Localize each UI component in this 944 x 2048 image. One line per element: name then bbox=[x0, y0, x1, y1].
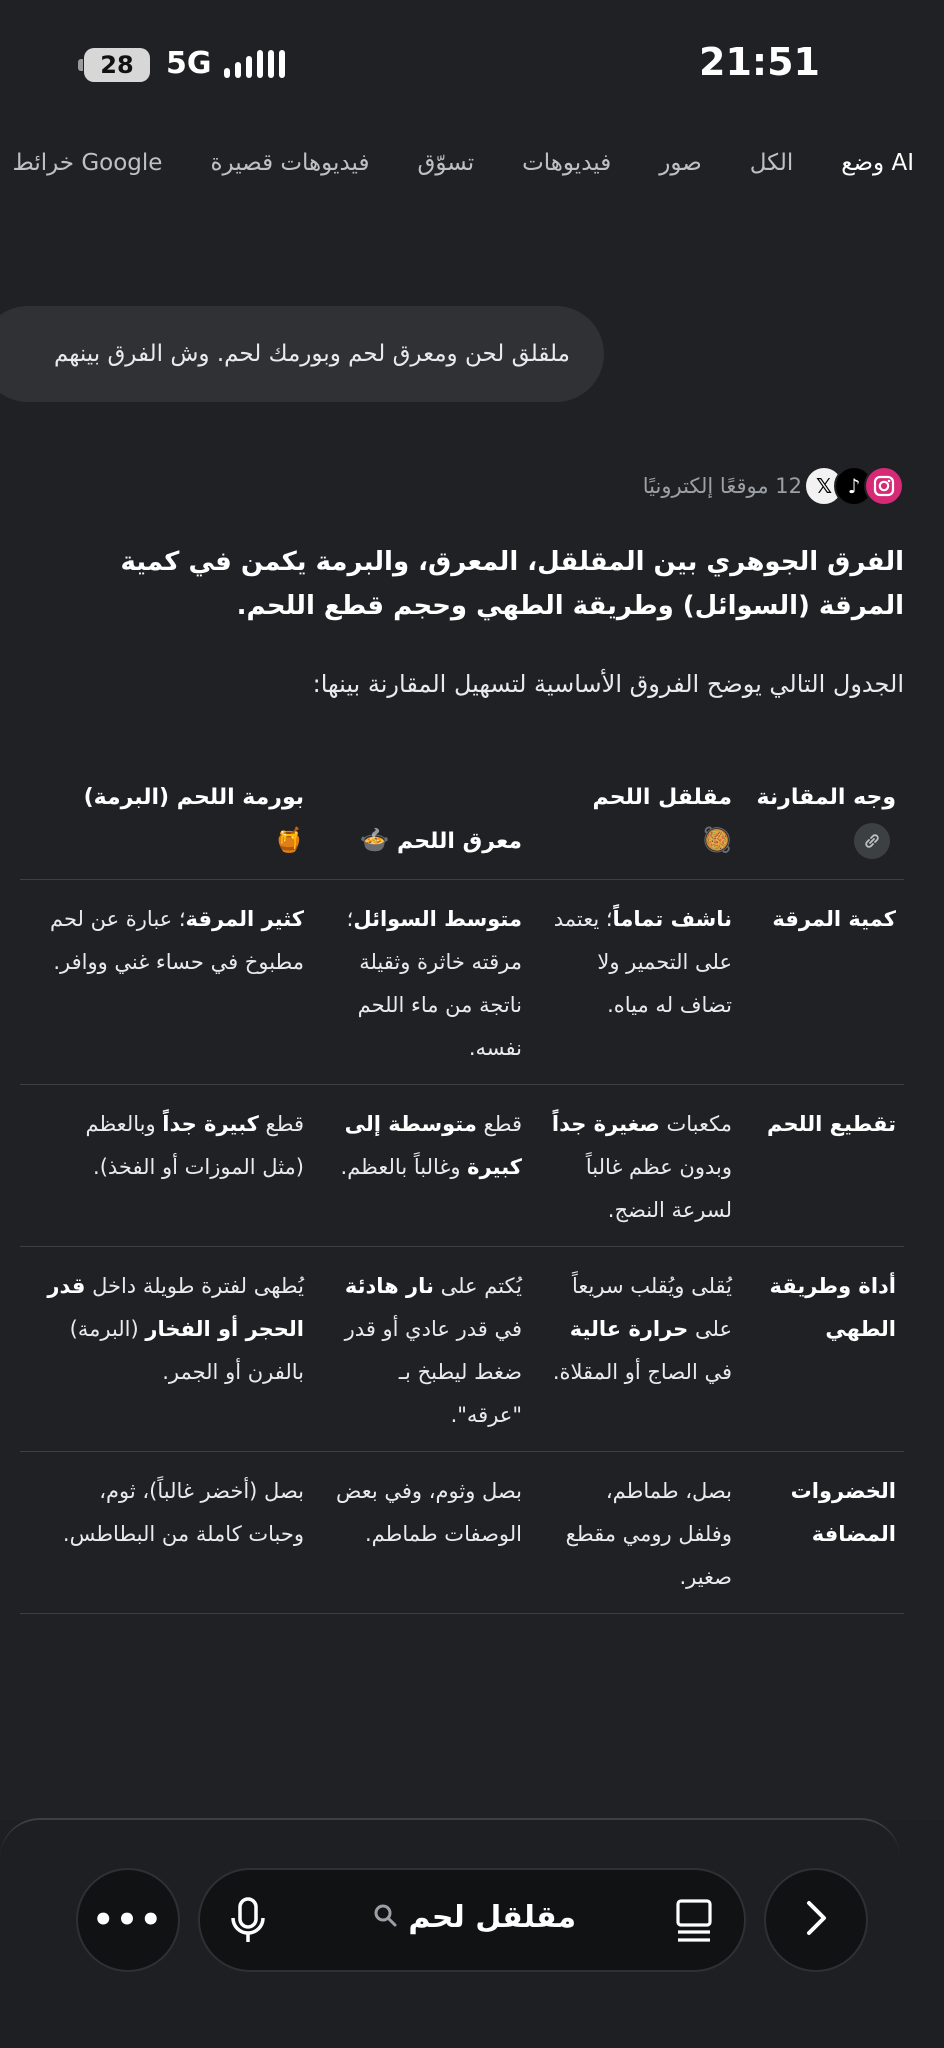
header-burma-label: بورمة اللحم (البرمة) bbox=[83, 785, 304, 810]
row-maqalqal bbox=[540, 898, 732, 1070]
cell-text: في قدر عادي أو قدر ضغط ليطبخ بـ "عرقه". bbox=[344, 1317, 522, 1427]
source-icons bbox=[814, 466, 904, 506]
row-burma bbox=[40, 1103, 322, 1232]
cell-text: ؛ مرقته خاثرة وثقيلة ناتجة من ماء اللحم نفسه. bbox=[346, 907, 522, 1060]
tab-switcher-icon[interactable] bbox=[674, 1898, 714, 1948]
header-aspect bbox=[732, 776, 904, 863]
cell-bold: كثير المرقة bbox=[185, 907, 304, 931]
tab-images[interactable]: صور bbox=[659, 150, 702, 176]
cell-text: مكعبات bbox=[659, 1112, 732, 1136]
cell-text: وبدون عظم غالباً لسرعة النضج. bbox=[585, 1155, 732, 1222]
cell-bold: كبيرة جداً bbox=[162, 1112, 259, 1136]
cell-text: ؛ يعتمد على التحمير ولا تضاف له مياه. bbox=[553, 907, 732, 1017]
cell-text: يُطهى لفترة طويلة داخل bbox=[85, 1274, 304, 1298]
table-row bbox=[20, 1452, 904, 1614]
header-maqalqal-label: مقلقل اللحم bbox=[592, 785, 732, 810]
table-row bbox=[20, 880, 904, 1085]
row-muarraq bbox=[322, 898, 540, 1070]
cell-bold: قدر الحجر أو الفخار bbox=[47, 1274, 304, 1341]
table-header-row bbox=[20, 776, 904, 880]
row-maqalqal bbox=[540, 1103, 732, 1232]
answer-intro: الجدول التالي يوضح الفروق الأساسية لتسهيل المقارنة بينها: bbox=[312, 670, 904, 698]
cell-bold: ناشف تماماً bbox=[612, 907, 732, 931]
cell-bold: متوسطة إلى كبيرة bbox=[344, 1112, 522, 1179]
clock: 21:51 bbox=[699, 40, 820, 84]
tab-shopping[interactable]: تسوّق bbox=[417, 150, 475, 176]
user-query-bubble: ملقلق لحن ومعرق لحم وبورمك لحم. وش الفرق بينهم bbox=[0, 306, 604, 402]
row-aspect: أداة وطريقة الطهي bbox=[769, 1274, 896, 1341]
search-tabs bbox=[12, 150, 914, 176]
battery-indicator: 28 bbox=[84, 48, 150, 82]
row-burma: بصل (أخضر غالباً)، ثوم، وحبات كاملة من البطاطس. bbox=[62, 1479, 304, 1546]
signal-icon bbox=[224, 50, 285, 78]
header-maqalqal bbox=[540, 776, 732, 863]
row-muarraq bbox=[322, 1103, 540, 1232]
row-burma bbox=[40, 1265, 322, 1437]
header-muarraq bbox=[322, 776, 540, 863]
row-aspect: كمية المرقة bbox=[772, 907, 896, 931]
status-bar bbox=[0, 0, 944, 130]
cell-text: (البرمة) بالفرن أو الجمر. bbox=[69, 1317, 304, 1384]
header-aspect-label: وجه المقارنة bbox=[756, 785, 896, 810]
network-label: 5G bbox=[166, 46, 212, 81]
table-row bbox=[20, 1085, 904, 1247]
row-burma bbox=[40, 898, 322, 1070]
search-query[interactable] bbox=[200, 1900, 744, 1936]
cell-bold: نار هادئة bbox=[344, 1274, 434, 1298]
cell-text: وغالباً بالعظم. bbox=[340, 1155, 468, 1179]
tab-maps[interactable]: خرائط Google bbox=[12, 150, 163, 176]
row-aspect: الخضروات المضافة bbox=[790, 1479, 896, 1546]
cell-bold: صغيرة جداً bbox=[551, 1112, 660, 1136]
link-icon[interactable] bbox=[854, 823, 890, 859]
cell-text: ؛ عبارة عن لحم مطبوخ في حساء غني ووافر. bbox=[49, 907, 304, 974]
row-maqalqal bbox=[540, 1265, 732, 1437]
header-muarraq-label: معرق اللحم bbox=[397, 829, 522, 854]
more-button[interactable] bbox=[76, 1868, 180, 1972]
cell-bold: متوسط السوائل bbox=[353, 907, 522, 931]
tab-videos[interactable]: فيديوهات bbox=[522, 150, 612, 176]
cell-text: وبالعظم (مثل الموزات أو الفخذ). bbox=[85, 1112, 304, 1179]
pot-emoji: 🍯 bbox=[274, 826, 304, 854]
tiktok-icon: ♪ bbox=[834, 466, 874, 506]
stew-emoji: 🍲 bbox=[359, 826, 390, 854]
cell-text: يُكتم على bbox=[433, 1274, 522, 1298]
cell-text: في الصاج أو المقلاة. bbox=[552, 1360, 732, 1384]
table-row bbox=[20, 1247, 904, 1452]
row-muarraq bbox=[322, 1265, 540, 1437]
cell-bold: حرارة عالية bbox=[569, 1317, 689, 1341]
search-bar[interactable] bbox=[198, 1868, 746, 1972]
tab-short-videos[interactable]: فيديوهات قصيرة bbox=[210, 150, 370, 176]
search-query-text: مقلقل لحم bbox=[408, 1900, 577, 1935]
answer-summary: الفرق الجوهري بين المقلقل، المعرق، والبرمة يكمن في كمية المرقة (السوائل) وطريقة الطهي وحجم قطع اللحم. bbox=[120, 547, 904, 621]
tab-all[interactable]: الكل bbox=[749, 150, 794, 176]
row-maqalqal: بصل، طماطم، وفلفل رومي مقطع صغير. bbox=[565, 1479, 732, 1589]
search-icon bbox=[372, 1901, 398, 1936]
row-aspect: تقطيع اللحم bbox=[767, 1112, 896, 1136]
x-icon: 𝕏 bbox=[804, 466, 844, 506]
header-burma bbox=[40, 776, 322, 863]
cell-text: قطع bbox=[476, 1112, 522, 1136]
instagram-icon bbox=[864, 466, 904, 506]
chevron-right-icon bbox=[801, 1898, 831, 1942]
sources-count: 12 موقعًا إلكترونيًا bbox=[642, 474, 802, 498]
row-muarraq: بصل وثوم، وفي بعض الوصفات طماطم. bbox=[336, 1479, 522, 1546]
forward-button[interactable] bbox=[764, 1868, 868, 1972]
more-icon: ••• bbox=[92, 1900, 164, 1940]
cell-text: قطع bbox=[258, 1112, 304, 1136]
sources-row[interactable] bbox=[643, 466, 904, 506]
comparison-table bbox=[20, 776, 904, 1614]
cell-text: يُقلى ويُقلب سريعاً على bbox=[571, 1274, 732, 1341]
pan-emoji: 🥘 bbox=[702, 826, 732, 854]
tab-ai-mode[interactable]: وضع AI bbox=[841, 150, 914, 176]
